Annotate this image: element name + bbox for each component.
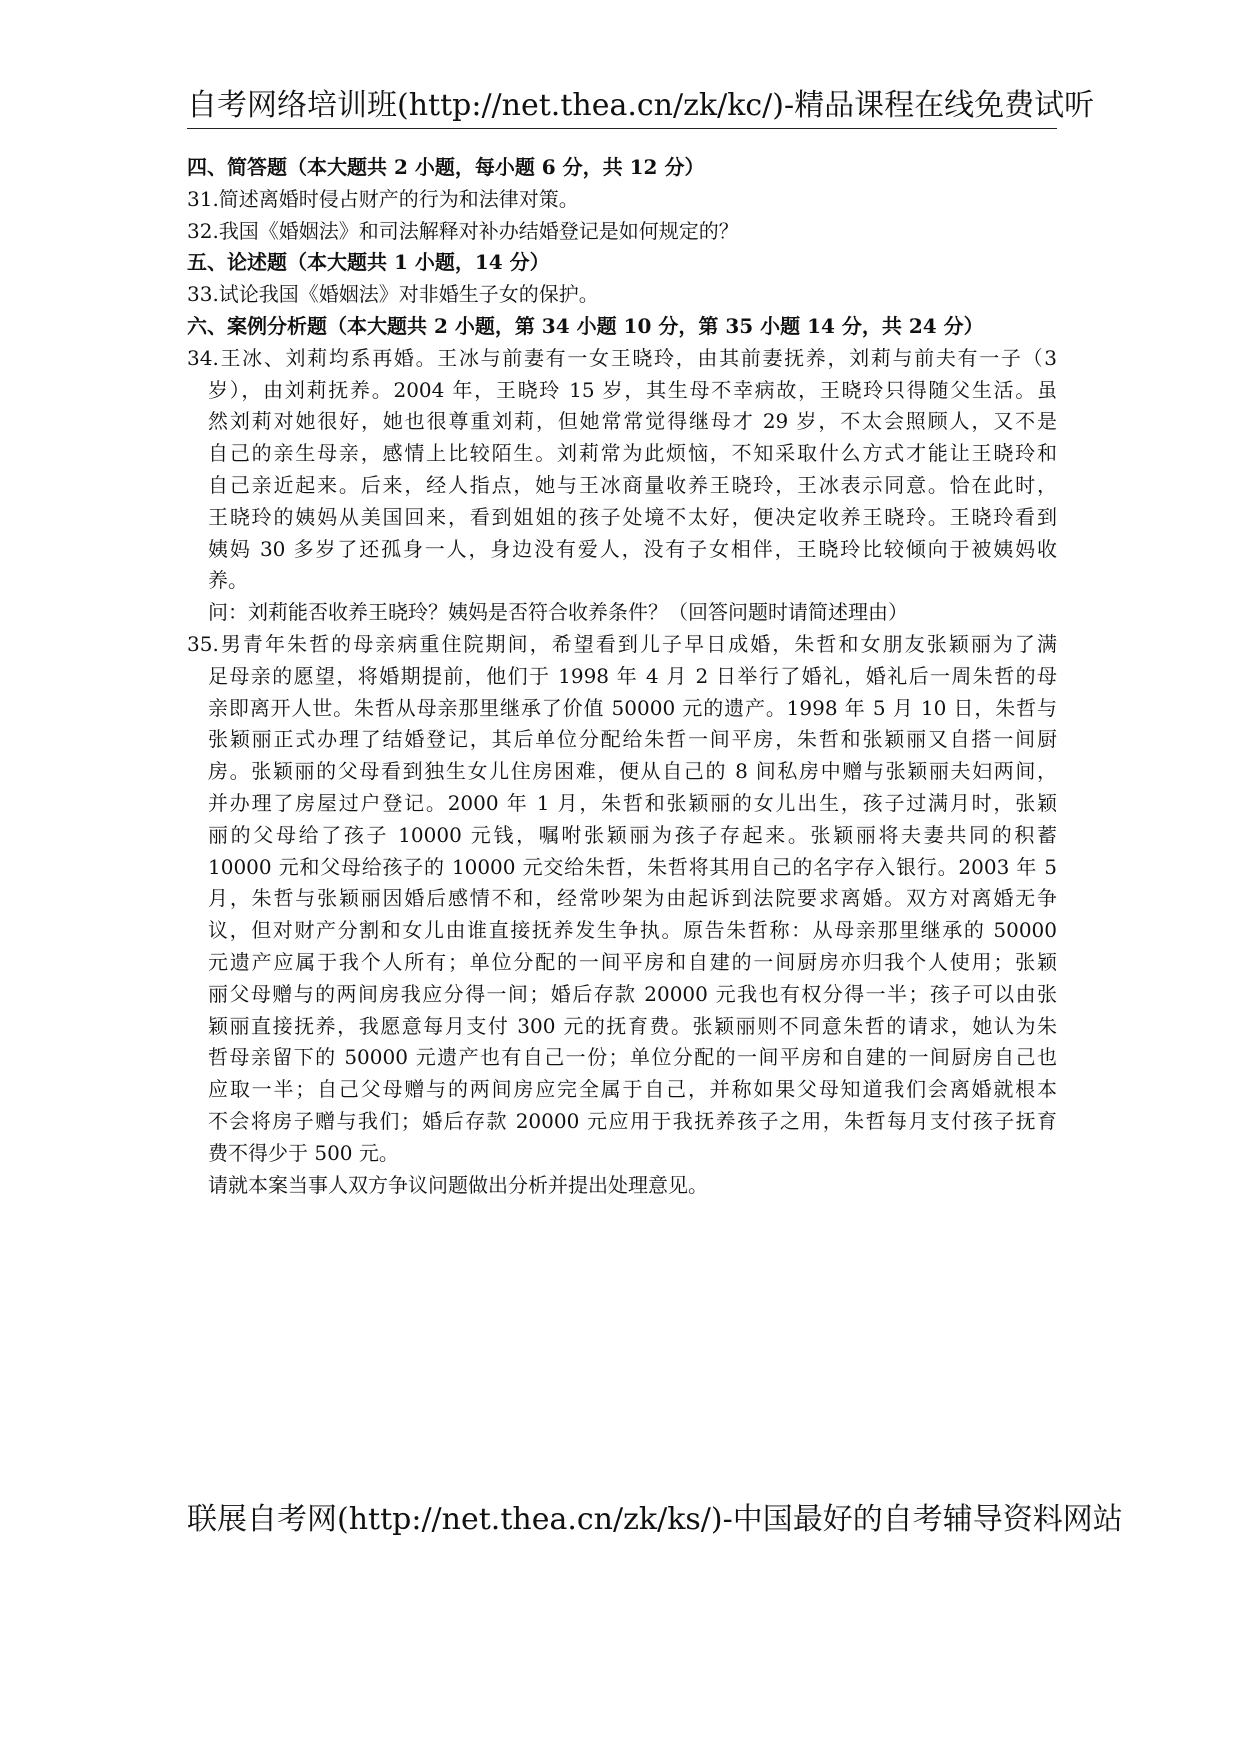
section-6-title: 六、案例分析题（本大题共 2 小题，第 34 小题 10 分，第 35 小题 14 分，共 24 分）: [187, 313, 984, 338]
question-35-line: 月，朱哲与张颖丽因婚后感情不和，经常吵架为由起诉到法院要求离婚。双方对离婚无争: [208, 886, 1057, 911]
question-35-line: 元遗产应属于我个人所有；单位分配的一间平房和自建的一间厨房亦归我个人使用；张颖: [208, 949, 1057, 974]
question-35-line: 10000 元和父母给孩子的 10000 元交给朱哲，朱哲将其用自己的名字存入银行。2003 年 5: [208, 854, 1057, 879]
question-35-line: 并办理了房屋过户登记。2000 年 1 月，朱哲和张颖丽的女儿出生，孩子过满月时，张颖: [208, 790, 1057, 815]
page-header: 自考网络培训班(http://net.thea.cn/zk/kc/)-精品课程在线免费试听: [187, 88, 1095, 123]
question-35-line: 费不得少于 500 元。: [208, 1140, 399, 1165]
section-5-title: 五、论述题（本大题共 1 小题，14 分）: [187, 250, 550, 275]
question-33: 33.试论我国《婚姻法》对非婚生子女的保护。: [187, 282, 599, 307]
question-35-line: 颖丽直接抚养，我愿意每月支付 300 元的抚育费。张颖丽则不同意朱哲的请求，她认为朱: [208, 1013, 1057, 1038]
question-35-line: 应取一半；自己父母赠与的两间房应完全属于自己，并称如果父母知道我们会离婚就根本: [208, 1077, 1057, 1102]
question-34: [187, 343, 1057, 629]
question-35: [187, 629, 1057, 1201]
question-34-line: 自己的亲生母亲，感情上比较陌生。刘莉常为此烦恼，不知采取什么方式才能让王晓玲和: [208, 441, 1057, 466]
header-divider: [187, 128, 1057, 129]
question-35-line: 35.男青年朱哲的母亲病重住院期间，希望看到儿子早日成婚，朱哲和女朋友张颖丽为了满: [187, 631, 1057, 656]
question-34-line: 自己亲近起来。后来，经人指点，她与王冰商量收养王晓玲，王冰表示同意。恰在此时，: [208, 472, 1057, 497]
page-footer: 联展自考网(http://net.thea.cn/zk/ks/)-中国最好的自考辅导资料网站: [187, 1502, 1123, 1537]
question-35-line: 房。张颖丽的父母看到独生女儿住房困难，便从自己的 8 间私房中赠与张颖丽夫妇两间，: [208, 759, 1057, 784]
question-32: 32.我国《婚姻法》和司法解释对补办结婚登记是如何规定的？: [187, 218, 739, 243]
question-34-line: 然刘莉对她很好，她也很尊重刘莉，但她常常觉得继母才 29 岁，不太会照顾人，又不是: [208, 409, 1057, 434]
question-35-line: 足母亲的愿望，将婚期提前，他们于 1998 年 4 月 2 日举行了婚礼，婚礼后一周朱哲的母: [208, 663, 1057, 688]
question-35-prompt: 请就本案当事人双方争议问题做出分析并提出处理意见。: [208, 1172, 708, 1197]
question-35-line: 不会将房子赠与我们；婚后存款 20000 元应用于我抚养孩子之用，朱哲每月支付孩子抚育: [208, 1108, 1057, 1133]
question-35-line: 张颖丽正式办理了结婚登记，其后单位分配给朱哲一间平房，朱哲和张颖丽又自搭一间厨: [208, 727, 1057, 752]
question-34-line: 姨妈 30 多岁了还孤身一人，身边没有爱人，没有子女相伴，王晓玲比较倾向于被姨妈收: [208, 536, 1057, 561]
question-34-line: 王晓玲的姨妈从美国回来，看到姐姐的孩子处境不太好，便决定收养王晓玲。王晓玲看到: [208, 504, 1057, 529]
question-34-line: 34.王冰、刘莉均系再婚。王冰与前妻有一女王晓玲，由其前妻抚养，刘莉与前夫有一子（3: [187, 345, 1057, 370]
question-35-line: 哲母亲留下的 50000 元遗产也有自己一份；单位分配的一间平房和自建的一间厨房自己也: [208, 1045, 1057, 1070]
question-35-line: 亲即离开人世。朱哲从母亲那里继承了价值 50000 元的遗产。1998 年 5 月 10 日，朱哲与: [208, 695, 1057, 720]
question-35-line: 丽的父母给了孩子 10000 元钱，嘱咐张颖丽为孩子存起来。张颖丽将夫妻共同的积蓄: [208, 822, 1057, 847]
question-34-line: 养。: [208, 568, 248, 593]
question-35-line: 丽父母赠与的两间房我应分得一间；婚后存款 20000 元我也有权分得一半；孩子可以由张: [208, 981, 1057, 1006]
section-4-title: 四、简答题（本大题共 2 小题，每小题 6 分，共 12 分）: [187, 155, 705, 179]
question-31: 31.简述离婚时侵占财产的行为和法律对策。: [187, 186, 579, 211]
question-35-line: 议，但对财产分割和女儿由谁直接抚养发生争执。原告朱哲称：从母亲那里继承的 50000: [208, 918, 1057, 943]
exam-content: [187, 152, 1057, 1201]
question-34-line: 岁），由刘莉抚养。2004 年，王晓玲 15 岁，其生母不幸病故，王晓玲只得随父生活。虽: [208, 377, 1057, 402]
question-34-prompt: 问：刘莉能否收养王晓玲？姨妈是否符合收养条件？（回答问题时请简述理由）: [208, 600, 908, 625]
